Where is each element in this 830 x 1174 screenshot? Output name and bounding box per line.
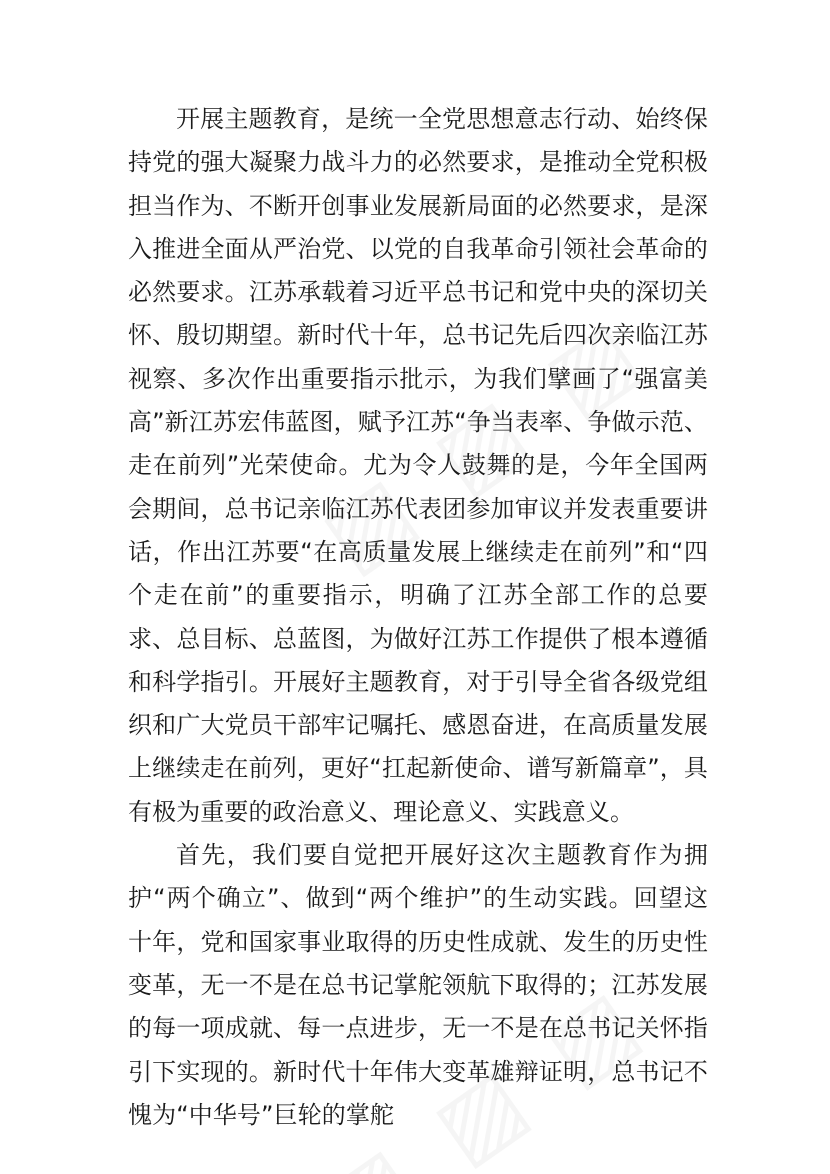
paragraph: 首先，我们要自觉把开展好这次主题教育作为拥护“两个确立”、做到“两个维护”的生动实践。回望这十年，党和国家事业取得的历史性成就、发生的历史性变革，无一不是在总书记掌舵领航下取得的；江苏发展的每一项成就、每一点进步，无一不是在总书记关怀指引下实现的。新时代十年伟大变革雄辩证明，总书记不愧为“中华号”巨轮的掌舵 xyxy=(128,841,708,1129)
paragraph: 开展主题教育，是统一全党思想意志行动、始终保持党的强大凝聚力战斗力的必然要求，是推动全党积极担当作为、不断开创事业发展新局面的必然要求，是深入推进全面从严治党、以党的自我革命引领社会革命的必然要求。江苏承载着习近平总书记和党中央的深切关怀、殷切期望。新时代十年，总书记先后四次亲临江苏视察、多次作出重要指示批示，为我们擘画了“强富美高”新江苏宏伟蓝图，赋予江苏“争当表率、争做示范、走在前列”光荣使命。尤为令人鼓舞的是，今年全国两会期间，总书记亲临江苏代表团参加审议并发表重要讲话，作出江苏要“在高质量发展上继续走在前列”和“四个走在前”的重要指示，明确了江苏全部工作的总要求、总目标、总蓝图，为做好江苏工作提供了根本遵循和科学指引。开展好主题教育，对于引导全省各级党组织和广大党员干部牢记嘱托、感恩奋进，在高质量发展上继续走在前列，更好“扛起新使命、谱写新篇章”，具有极为重要的政治意义、理论意义、实践意义。 xyxy=(128,105,708,826)
document-body xyxy=(128,98,708,1137)
